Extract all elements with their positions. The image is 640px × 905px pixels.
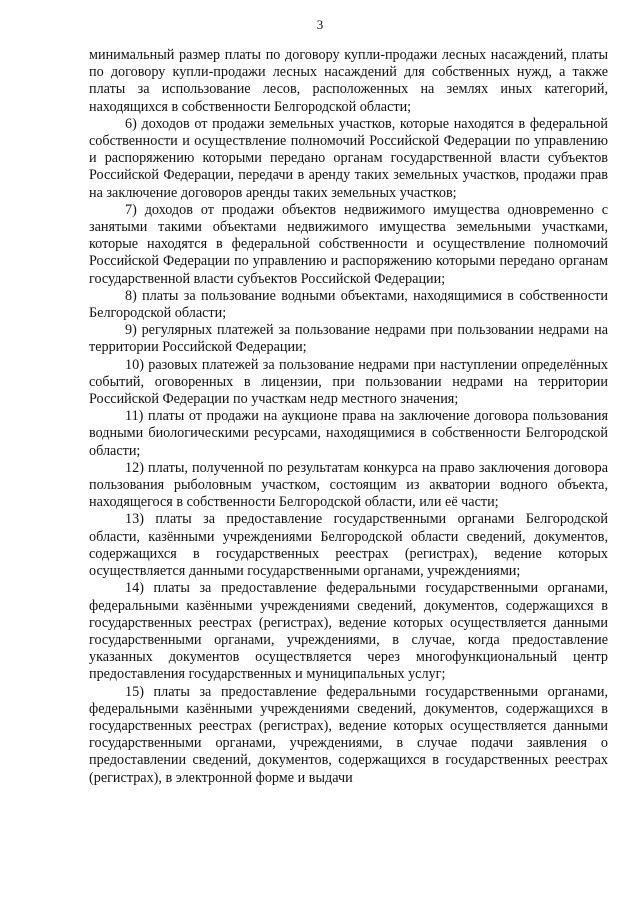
paragraph-item-8: 8) платы за пользование водными объектами, находящимися в собственности Белгородской области; — [89, 287, 608, 322]
paragraph-item-14: 14) платы за предоставление федеральными государственными органами, федеральными казёнными учреждениями сведений, документов, содержащихся в государственных реестрах (регистрах), ведение которых осуществляется данными государственными органами, учреждениями, в случае, когда предоставление указанных документов осуществляется через многофункциональный центр предоставления государственных и муниципальных услуг; — [89, 580, 608, 683]
paragraph-item-9: 9) регулярных платежей за пользование недрами при пользовании недрами на территории Российской Федерации; — [89, 322, 608, 356]
page-number: 3 — [316, 17, 324, 32]
paragraph-item-7: 7) доходов от продажи объектов недвижимого имущества одновременно с занятыми такими объектами недвижимого имущества земельными участками, которые находятся в федеральной собственности и осуществление полномочий Российской Федерации по управлению и распоряжению которыми передано органам государственной власти субъектов Российской Федерации; — [89, 201, 608, 287]
paragraph-item-6: 6) доходов от продажи земельных участков, которые находятся в федеральной собственности и осуществление полномочий Российской Федерации по управлению и распоряжению которыми передано органам государственной власти субъектов Российской Федерации, передачи в аренду таких земельных участков, продажи прав на заключение договоров аренды таких земельных участков; — [89, 115, 608, 201]
paragraph-item-11: 11) платы от продажи на аукционе права на заключение договора пользования водными биологическими ресурсами, находящимися в собственности Белгородской области; — [89, 408, 608, 459]
document-body — [89, 47, 608, 787]
paragraph-continuation: минимальный размер платы по договору купли-продажи лесных насаждений, платы по договору купли-продажи лесных насаждений для собственных нужд, а также платы за использование лесов, расположенных на землях иных категорий, находящихся в собственности Белгородской области; — [89, 47, 608, 115]
paragraph-item-12: 12) платы, полученной по результатам конкурса на право заключения договора пользования рыболовным участком, состоящим из акватории водного объекта, находящегося в собственности Белгородской области, или её части; — [89, 459, 608, 511]
paragraph-item-15: 15) платы за предоставление федеральными государственными органами, федеральными казёнными учреждениями сведений, документов, содержащихся в государственных реестрах (регистрах), ведение которых осуществляется данными государственными органами, учреждениями, в случае подачи заявления о предоставлении сведений, документов, содержащихся в государственных реестрах (регистрах), в электронной форме и выдачи — [89, 683, 608, 786]
paragraph-item-13: 13) платы за предоставление государственными органами Белгородской области, казёнными учреждениями Белгородской области сведений, документов, содержащихся в государственных реестрах (регистрах), ведение которых осуществляется данными государственными органами, учреждениями; — [89, 511, 608, 580]
paragraph-item-10: 10) разовых платежей за пользование недрами при наступлении определённых событий, оговоренных в лицензии, при пользовании недрами на территории Российской Федерации по участкам недр местного значения; — [89, 356, 608, 408]
